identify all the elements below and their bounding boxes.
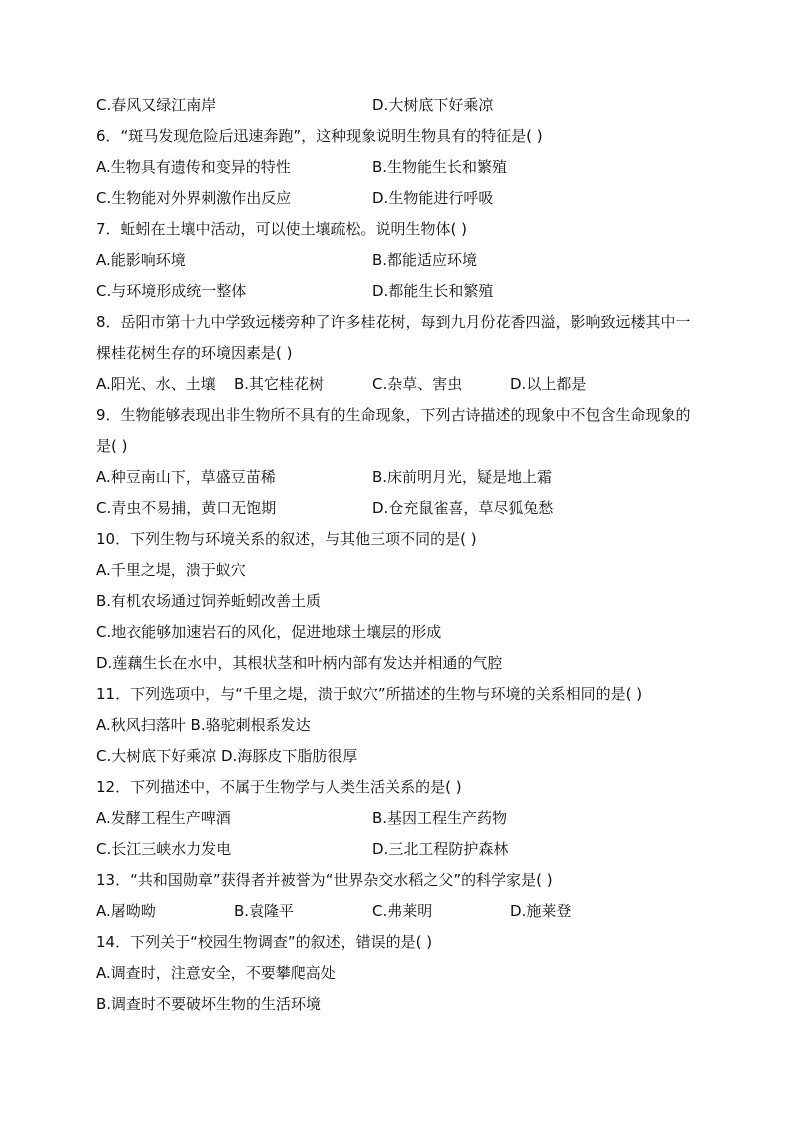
answer-option: D.大树底下好乘凉 [372,96,494,114]
option-row [96,183,701,214]
question-list [96,90,701,1020]
option-row [96,493,701,524]
question-text: B.调查时不要破坏生物的生活环境 [96,995,322,1013]
answer-option: D.仓充鼠雀喜，草尽狐兔愁 [372,499,554,517]
answer-option: C.与环境形成统一整体 [96,282,247,300]
answer-option: A.阳光、水、土壤 [96,375,216,393]
answer-option: B.床前明月光，疑是地上霜 [372,468,553,486]
question-text: B.有机农场通过饲养蚯蚓改善土质 [96,592,322,610]
question-text: 10．下列生物与环境关系的叙述，与其他三项不同的是( ) [96,530,477,548]
option-row [96,245,701,276]
question-text: A.千里之堤，溃于蚁穴 [96,561,246,579]
option-row [96,896,701,927]
option-row [96,369,701,400]
answer-option: D.三北工程防护森林 [372,840,509,858]
question-text: A.秋风扫落叶 B.骆驼刺根系发达 [96,716,311,734]
answer-option: C.长江三峡水力发电 [96,840,232,858]
option-row [96,276,701,307]
question-text: 13．“共和国勋章”获得者并被誉为“世界杂交水稻之父”的科学家是( ) [96,871,553,889]
question-text: 7．蚯蚓在土壤中活动，可以使土壤疏松。说明生物体( ) [96,220,468,238]
answer-option: A.种豆南山下，草盛豆苗稀 [96,468,276,486]
answer-option: D.生物能进行呼吸 [372,189,494,207]
answer-option: C.青虫不易捕，黄口无饱期 [96,499,277,517]
answer-option: C.生物能对外界刺激作出反应 [96,189,292,207]
answer-option: D.施莱登 [510,902,572,920]
question-text: 12．下列描述中，不属于生物学与人类生活关系的是( ) [96,778,462,796]
answer-option: C.弗莱明 [372,902,433,920]
question-text: D.莲藕生长在水中，其根状茎和叶柄内部有发达并相通的气腔 [96,654,503,672]
question-text: C.大树底下好乘凉 D.海豚皮下脂肪很厚 [96,747,358,765]
answer-option: A.屠呦呦 [96,902,156,920]
option-row [96,152,701,183]
answer-option: C.春风又绿江南岸 [96,96,217,114]
answer-option: B.其它桂花树 [234,375,325,393]
answer-option: D.都能生长和繁殖 [372,282,494,300]
answer-option: A.能影响环境 [96,251,186,269]
answer-option: B.基因工程生产药物 [372,809,508,827]
option-row [96,834,701,865]
option-row [96,90,701,121]
answer-option: D.以上都是 [510,375,587,393]
answer-option: B.都能适应环境 [372,251,478,269]
question-text: 6．“斑马发现危险后迅速奔跑”，这种现象说明生物具有的特征是( ) [96,127,543,145]
answer-option: C.杂草、害虫 [372,375,463,393]
question-text: 8．岳阳市第十九中学致远楼旁种了许多桂花树，每到九月份花香四溢，影响致远楼其中一棵桂花树生存的环境因素是( ) [96,313,691,362]
answer-option: B.生物能生长和繁殖 [372,158,508,176]
question-text: A.调查时，注意安全，不要攀爬高处 [96,964,336,982]
question-text: 9．生物能够表现出非生物所不具有的生命现象，下列古诗描述的现象中不包含生命现象的是( ) [96,406,691,455]
question-text: C.地衣能够加速岩石的风化，促进地球土壤层的形成 [96,623,442,641]
answer-option: A.生物具有遗传和变异的特性 [96,158,291,176]
option-row [96,803,701,834]
question-text: 14．下列关于“校园生物调查”的叙述，错误的是( ) [96,933,433,951]
answer-option: B.袁隆平 [234,902,295,920]
option-row [96,462,701,493]
answer-option: A.发酵工程生产啤酒 [96,809,231,827]
question-text: 11．下列选项中，与“千里之堤，溃于蚁穴”所描述的生物与环境的关系相同的是( ) [96,685,643,703]
